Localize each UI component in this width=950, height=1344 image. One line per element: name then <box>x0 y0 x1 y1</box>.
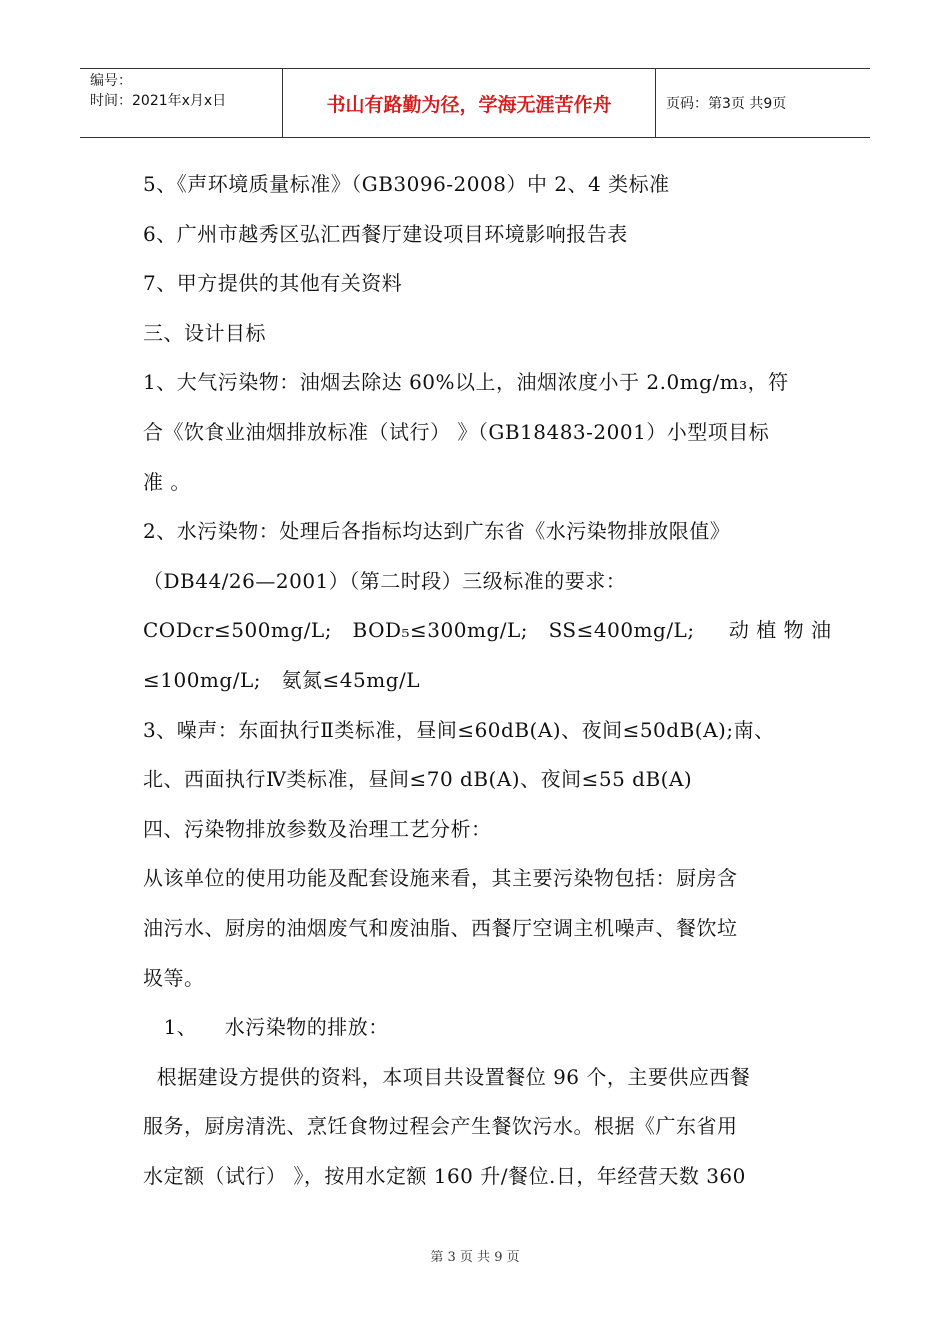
number-label: 编号： <box>90 73 132 89</box>
document-body <box>143 160 833 1201</box>
header-motto: 书山有路勤为径，学海无涯苦作舟 <box>282 69 656 137</box>
text-line: 服务，厨房清洗、烹饪食物过程会产生餐饮污水。根据《广东省用 <box>143 1114 738 1139</box>
text-line: 2、水污染物：处理后各指标均达到广东省《水污染物排放限值》 <box>143 519 731 544</box>
text-line: CODcr≤500mg/L; BOD₅≤300mg/L; SS≤400mg/L; 动 植 物 油 <box>143 618 832 643</box>
text-line: 5、《声环境质量标准》（GB3096-2008）中 2、4 类标准 <box>143 172 670 196</box>
header-left-cell <box>80 69 282 137</box>
text-line: 7、甲方提供的其他有关资料 <box>143 271 403 296</box>
text-line: 准 。 <box>143 469 191 494</box>
text-line: 3、噪声：东面执行Ⅱ类标准，昼间≤60dB(A)、夜间≤50dB(A);南、 <box>143 717 775 742</box>
header-page-info: 页码：第3页 共9页 <box>666 96 787 112</box>
section-heading: 三、设计目标 <box>143 320 266 345</box>
text-line: 水定额（试行） 》，按用水定额 160 升/餐位.日，年经营天数 360 <box>143 1163 746 1188</box>
date-label: 时间：2021年x月x日 <box>90 93 227 109</box>
page-header <box>80 68 870 138</box>
text-line: 油污水、厨房的油烟废气和废油脂、西餐厅空调主机噪声、餐饮垃 <box>143 915 738 940</box>
section-heading: 四、污染物排放参数及治理工艺分析： <box>143 816 492 841</box>
text-line: 从该单位的使用功能及配套设施来看，其主要污染物包括：厨房含 <box>143 866 738 891</box>
page-footer: 第 3 页 共 9 页 <box>430 1250 520 1265</box>
text-line: （DB44/26—2001）（第二时段）三级标准的要求： <box>143 568 627 593</box>
text-line: 圾等。 <box>143 965 205 990</box>
text-line: ≤100mg/L; 氨氮≤45mg/L <box>143 667 421 692</box>
subsection-heading: 1、 水污染物的排放： <box>143 1015 389 1040</box>
text-line: 北、西面执行Ⅳ类标准，昼间≤70 dB(A)、夜间≤55 dB(A) <box>143 767 693 792</box>
text-line: 1、大气污染物：油烟去除达 60%以上，油烟浓度小于 2.0mg/m₃，符 <box>143 370 789 395</box>
text-line: 6、广州市越秀区弘汇西餐厅建设项目环境影响报告表 <box>143 221 628 246</box>
text-line: 合《饮食业油烟排放标准（试行） 》（GB18483-2001）小型项目标 <box>143 419 770 444</box>
text-line: 根据建设方提供的资料，本项目共设置餐位 96 个，主要供应西餐 <box>143 1064 751 1089</box>
